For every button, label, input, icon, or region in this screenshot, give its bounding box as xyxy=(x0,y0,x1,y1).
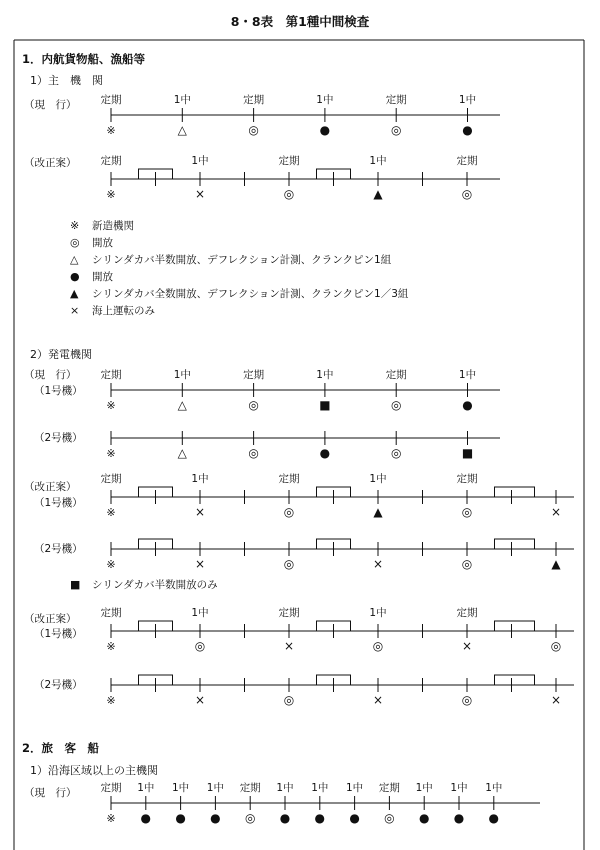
sea-trial-mark: × xyxy=(550,505,562,519)
legend-text: 開放 xyxy=(92,237,113,249)
new-engine-mark: ※ xyxy=(106,399,116,412)
new-engine-mark: ※ xyxy=(106,447,116,460)
tick-label-mid: 1中 xyxy=(173,369,191,381)
row-label-unit2: （2号機） xyxy=(34,679,83,691)
tick-label-periodic: 定期 xyxy=(243,94,265,106)
half-cover-deflection-mark: △ xyxy=(177,398,187,412)
new-engine-mark: ※ xyxy=(106,694,116,707)
interval-bracket xyxy=(495,621,535,631)
tick-label-periodic: 定期 xyxy=(278,473,300,485)
half-cover-only-mark: ■ xyxy=(319,398,331,412)
legend-symbol: ▲ xyxy=(70,287,79,300)
half-cover-only-mark: ■ xyxy=(461,446,474,460)
full-open-mark: ● xyxy=(314,811,326,825)
legend-generator xyxy=(70,578,218,591)
legend-text: 開放 xyxy=(92,271,113,283)
open-mark: ◎ xyxy=(283,557,295,571)
tick-label-periodic: 定期 xyxy=(100,607,122,619)
tick-label-periodic: 定期 xyxy=(239,782,261,794)
full-cover-deflection-mark: ▲ xyxy=(373,187,383,201)
new-engine-mark: ※ xyxy=(106,812,116,825)
section-2-main-engine-heading: 1）沿海区域以上の主機関 xyxy=(30,764,158,777)
row-label-current: （現 行） xyxy=(24,369,77,381)
open-mark: ◎ xyxy=(248,446,259,460)
tick-label-mid: 1中 xyxy=(172,782,190,794)
interval-bracket xyxy=(495,487,535,497)
tick-label-mid: 1中 xyxy=(276,782,294,794)
full-open-mark: ● xyxy=(462,398,473,412)
tick-label-mid: 1中 xyxy=(191,607,209,619)
open-mark: ◎ xyxy=(461,557,473,571)
tick-label-periodic: 定期 xyxy=(456,155,478,167)
legend-symbol: × xyxy=(70,304,80,317)
open-mark: ◎ xyxy=(248,398,259,412)
tick-label-mid: 1中 xyxy=(369,607,387,619)
full-cover-deflection-mark: ▲ xyxy=(373,505,383,519)
open-mark: ◎ xyxy=(390,123,402,137)
timeline-main-engine-current xyxy=(24,93,500,137)
row-label-unit1: （1号機） xyxy=(34,385,83,397)
sea-trial-mark: × xyxy=(194,187,206,201)
tick-label-mid: 1中 xyxy=(311,782,329,794)
new-engine-mark: ※ xyxy=(106,506,116,519)
tick-label-mid: 1中 xyxy=(415,782,433,794)
tick-label-periodic: 定期 xyxy=(456,473,478,485)
timeline-generator-revised-a-unit1 xyxy=(24,472,574,519)
section-1-main-engine-heading: 1）主 機 関 xyxy=(30,74,103,87)
full-open-mark: ● xyxy=(418,811,430,825)
section-2-heading: 2．旅 客 船 xyxy=(22,741,100,755)
timeline-generator-current-unit2 xyxy=(34,431,500,460)
open-mark: ◎ xyxy=(248,123,259,137)
sea-trial-mark: × xyxy=(194,693,206,707)
tick-label-periodic: 定期 xyxy=(243,369,265,381)
timeline-passenger-main-current xyxy=(24,781,540,825)
full-open-mark: ● xyxy=(462,123,473,137)
timeline-generator-revised-b-unit2 xyxy=(34,675,574,707)
interval-bracket xyxy=(495,539,535,549)
new-engine-mark: ※ xyxy=(106,124,116,137)
row-label-unit1: （1号機） xyxy=(34,628,83,640)
tick-label-periodic: 定期 xyxy=(278,607,300,619)
tick-label-periodic: 定期 xyxy=(100,155,122,167)
row-label-current: （現 行） xyxy=(24,99,77,111)
full-open-mark: ● xyxy=(175,811,186,825)
timeline-main-engine-revised xyxy=(24,154,500,201)
legend-symbol: ※ xyxy=(70,219,80,232)
legend-text: 海上運転のみ xyxy=(92,305,155,317)
new-engine-mark: ※ xyxy=(106,640,116,653)
tick-label-periodic: 定期 xyxy=(385,94,407,106)
tick-label-mid: 1中 xyxy=(485,782,503,794)
tick-label-mid: 1中 xyxy=(191,155,209,167)
tick-label-mid: 1中 xyxy=(316,94,334,106)
new-engine-mark: ※ xyxy=(106,558,116,571)
sea-trial-mark: × xyxy=(194,557,206,571)
tick-label-mid: 1中 xyxy=(458,94,477,106)
full-open-mark: ● xyxy=(453,811,465,825)
tick-label-mid: 1中 xyxy=(450,782,468,794)
tick-label-periodic: 定期 xyxy=(278,155,300,167)
legend-text: シリンダカバ半数開放、デフレクション計測、クランクピン1組 xyxy=(92,254,392,266)
tick-label-mid: 1中 xyxy=(369,155,387,167)
timelines xyxy=(24,93,574,825)
full-cover-deflection-mark: ▲ xyxy=(551,557,561,571)
sea-trial-mark: × xyxy=(283,639,295,653)
legend-symbol: △ xyxy=(70,253,79,266)
open-mark: ◎ xyxy=(283,187,295,201)
tick-label-mid: 1中 xyxy=(458,369,477,381)
legend-main-engine xyxy=(70,219,409,317)
open-mark: ◎ xyxy=(390,398,402,412)
sea-trial-mark: × xyxy=(550,693,562,707)
row-label-unit2: （2号機） xyxy=(34,543,83,555)
row-label-revised: （改正案） xyxy=(24,481,77,493)
open-mark: ◎ xyxy=(194,639,206,653)
tick-label-mid: 1中 xyxy=(206,782,224,794)
open-mark: ◎ xyxy=(390,446,402,460)
legend-text: シリンダカバ全数開放、デフレクション計測、クランクピン1／3組 xyxy=(92,288,409,300)
open-mark: ◎ xyxy=(244,811,256,825)
tick-label-periodic: 定期 xyxy=(100,473,122,485)
full-open-mark: ● xyxy=(279,811,291,825)
legend-text: シリンダカバ半数開放のみ xyxy=(92,579,218,591)
tick-label-mid: 1中 xyxy=(173,94,191,106)
open-mark: ◎ xyxy=(461,187,473,201)
page-title: 8・8表 第1種中間検査 xyxy=(230,14,370,29)
tick-label-periodic: 定期 xyxy=(385,369,407,381)
legend-text: 新造機関 xyxy=(92,220,134,232)
full-open-mark: ● xyxy=(210,811,221,825)
tick-label-periodic: 定期 xyxy=(100,94,122,106)
legend-symbol: ■ xyxy=(70,578,81,591)
row-label-revised: （改正案） xyxy=(24,157,77,169)
tick-label-mid: 1中 xyxy=(191,473,209,485)
open-mark: ◎ xyxy=(283,693,295,707)
legend-symbol: ◎ xyxy=(70,236,80,249)
tick-label-periodic: 定期 xyxy=(378,782,400,794)
tick-label-mid: 1中 xyxy=(316,369,334,381)
row-label-current: （現 行） xyxy=(24,787,77,799)
new-engine-mark: ※ xyxy=(106,188,116,201)
full-open-mark: ● xyxy=(488,811,500,825)
sea-trial-mark: × xyxy=(372,557,384,571)
full-open-mark: ● xyxy=(349,811,360,825)
open-mark: ◎ xyxy=(461,505,473,519)
tick-label-periodic: 定期 xyxy=(100,369,122,381)
full-open-mark: ● xyxy=(140,811,152,825)
timeline-generator-revised-a-unit2 xyxy=(34,539,574,571)
half-cover-deflection-mark: △ xyxy=(177,123,187,137)
open-mark: ◎ xyxy=(283,505,295,519)
tick-label-periodic: 定期 xyxy=(456,607,478,619)
timeline-generator-current-unit1 xyxy=(24,368,500,412)
timeline-generator-revised-b-unit1 xyxy=(24,606,574,653)
row-label-unit2: （2号機） xyxy=(34,432,83,444)
row-label-unit1: （1号機） xyxy=(34,497,83,509)
half-cover-deflection-mark: △ xyxy=(177,446,187,460)
section-1-generator-heading: 2）発電機関 xyxy=(30,348,92,361)
sea-trial-mark: × xyxy=(194,505,206,519)
tick-label-periodic: 定期 xyxy=(100,782,122,794)
full-open-mark: ● xyxy=(319,446,331,460)
row-label-revised: （改正案） xyxy=(24,613,77,625)
legend-symbol: ● xyxy=(70,270,80,283)
sea-trial-mark: × xyxy=(461,639,473,653)
full-open-mark: ● xyxy=(319,123,331,137)
open-mark: ◎ xyxy=(384,811,395,825)
open-mark: ◎ xyxy=(550,639,562,653)
open-mark: ◎ xyxy=(461,693,473,707)
interval-bracket xyxy=(495,675,535,685)
tick-label-mid: 1中 xyxy=(369,473,387,485)
tick-label-mid: 1中 xyxy=(346,782,364,794)
sea-trial-mark: × xyxy=(372,693,384,707)
tick-label-mid: 1中 xyxy=(137,782,155,794)
section-1-heading: 1．内航貨物船、漁船等 xyxy=(22,52,146,66)
open-mark: ◎ xyxy=(372,639,384,653)
